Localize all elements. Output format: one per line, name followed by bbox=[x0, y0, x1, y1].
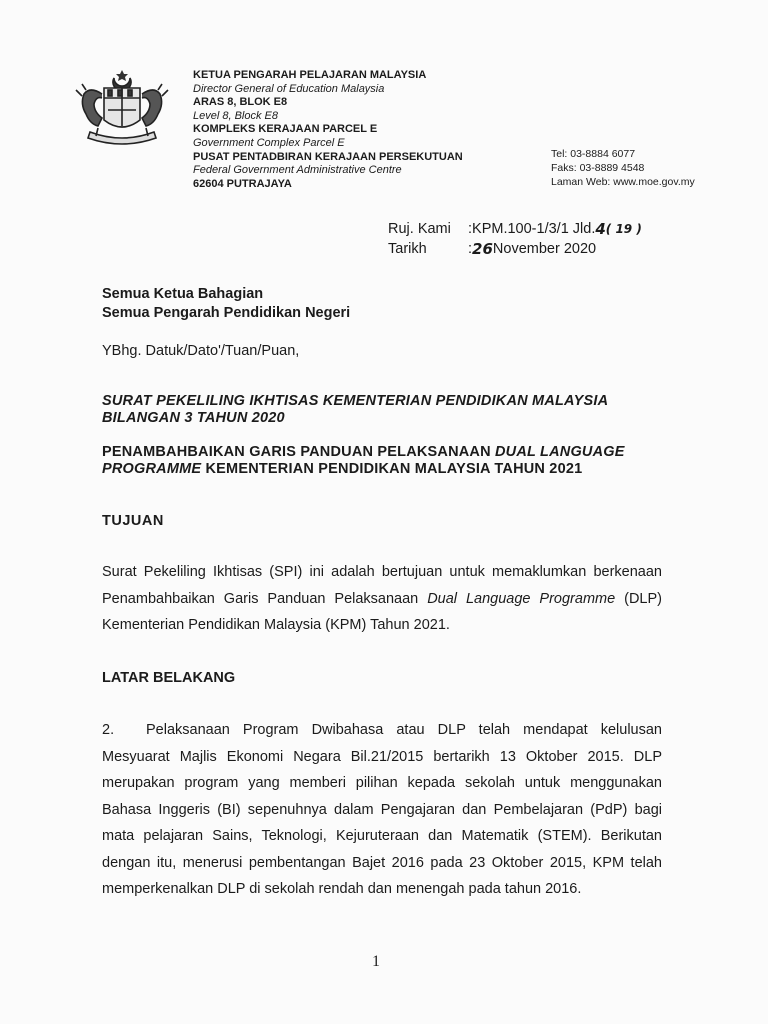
title-part: PENAMBAHBAIKAN GARIS PANDUAN PELAKSANAAN bbox=[102, 444, 495, 460]
date-sep: : bbox=[468, 241, 473, 257]
salutation: YBhg. Datuk/Dato'/Tuan/Puan, bbox=[102, 343, 300, 359]
circular-heading bbox=[102, 393, 662, 427]
paragraph-text: (DLP) Kementerian Pendidikan Malaysia (KPM) Tahun 2021. bbox=[102, 590, 662, 633]
ref-label: Ruj. Kami bbox=[388, 221, 451, 237]
title-part-italic: DUAL LANGUAGE PROGRAMME bbox=[102, 444, 625, 477]
letterhead-line: KETUA PENGARAH PELAJARAN MALAYSIA bbox=[193, 69, 427, 81]
letterhead bbox=[193, 69, 463, 191]
section-heading: TUJUAN bbox=[102, 513, 164, 529]
coat-of-arms-logo bbox=[72, 68, 172, 150]
reference-block bbox=[388, 219, 642, 259]
date-handwritten: 26 bbox=[472, 240, 493, 258]
letterhead-line: Federal Government Administrative Centre bbox=[193, 164, 402, 177]
ref-sep: : bbox=[468, 221, 473, 237]
page-number: 1 bbox=[372, 953, 380, 970]
section-heading: LATAR BELAKANG bbox=[102, 670, 236, 686]
letterhead-line: ARAS 8, BLOK E8 bbox=[193, 96, 288, 109]
circular-line: SURAT PEKELILING IKHTISAS KEMENTERIAN PENDIDIKAN MALAYSIA bbox=[102, 393, 609, 409]
recipients bbox=[102, 285, 662, 323]
date-label: Tarikh bbox=[388, 241, 427, 257]
paragraph-text: Surat Pekeliling Ikhtisas (SPI) ini adalah bertujuan untuk memaklumkan berkenaan Penambahbaikan Garis Panduan Pelaksanaan bbox=[102, 564, 662, 607]
circular-line: BILANGAN 3 TAHUN 2020 bbox=[102, 410, 285, 426]
paragraph-2 bbox=[102, 717, 662, 903]
date-row bbox=[388, 239, 642, 259]
contact-tel: Tel: 03-8884 6077 bbox=[551, 148, 636, 160]
recipient-line: Semua Pengarah Pendidikan Negeri bbox=[102, 305, 351, 321]
paragraph-italic: Dual Language Programme bbox=[427, 590, 616, 607]
letterhead-line: PUSAT PENTADBIRAN KERAJAAN PERSEKUTUAN bbox=[193, 150, 463, 163]
contact-web: Laman Web: www.moe.gov.my bbox=[551, 175, 695, 188]
document-title bbox=[102, 444, 662, 478]
letterhead-line: Director General of Education Malaysia bbox=[193, 82, 385, 95]
ref-value: KPM.100-1/3/1 Jld. bbox=[472, 221, 596, 237]
paragraph-1 bbox=[102, 559, 662, 639]
title-part: KEMENTERIAN PENDIDIKAN MALAYSIA TAHUN 2021 bbox=[201, 461, 583, 477]
letterhead-line: Level 8, Block E8 bbox=[193, 109, 278, 122]
recipient-line: Semua Ketua Bahagian bbox=[102, 286, 264, 302]
date-rest: November 2020 bbox=[492, 241, 597, 257]
letterhead-line: 62604 PUTRAJAYA bbox=[193, 177, 292, 190]
letterhead-line: Government Complex Parcel E bbox=[193, 136, 345, 149]
paragraph-text: Pelaksanaan Program Dwibahasa atau DLP telah mendapat kelulusan Mesyuarat Majlis Ekonomi Negara Bil.21/2015 bertarikh 13 Oktober 2015. DLP merupakan program yang memberi pilihan kepada sekolah untuk menggunakan Bahasa Inggeris (BI) sepenuhnya dalam Pengajaran dan Pembelajaran (PdP) bagi mata pelajaran Sains, Teknologi, Kejuruteraan dan Matematik (STEM). Berikutan dengan itu, menerusi pembentangan Bajet 2016 pada 23 Oktober 2015, KPM telah memperkenalkan DLP di sekolah rendah dan menengah pada tahun 2016. bbox=[102, 722, 662, 897]
contact-info bbox=[551, 148, 695, 189]
ref-handwritten: 4 bbox=[595, 220, 606, 238]
contact-fax: Faks: 03-8889 4548 bbox=[551, 161, 645, 174]
reference-row bbox=[388, 219, 642, 239]
ref-handwritten-paren: ( 19 ) bbox=[605, 222, 642, 236]
paragraph-number: 2. bbox=[102, 722, 115, 738]
letterhead-line: KOMPLEKS KERAJAAN PARCEL E bbox=[193, 123, 378, 136]
